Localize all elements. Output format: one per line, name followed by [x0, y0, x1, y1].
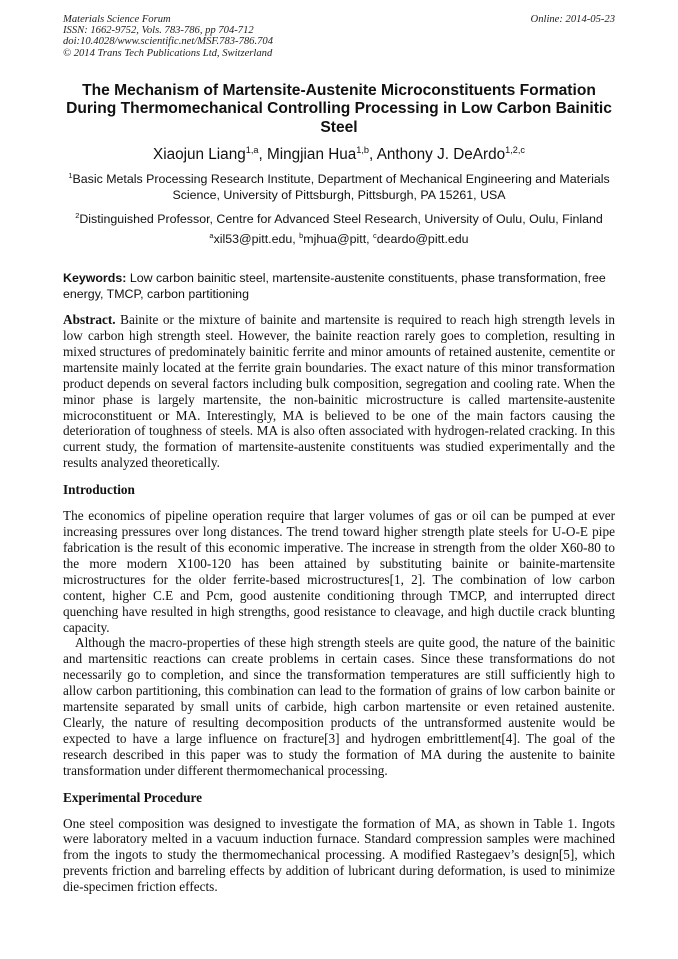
author-list [63, 146, 615, 164]
section-heading-experimental-procedure: Experimental Procedure [63, 789, 202, 805]
author-emails: $^a$xil53@pitt.edu, $^b$mjhua@pitt, $^c$deardo@pitt.edu [209, 230, 469, 247]
section-heading-introduction: Introduction [63, 482, 135, 498]
online-date: Online: 2014-05-23 [530, 14, 615, 25]
paragraph: One steel composition was designed to investigate the formation of MA, as shown in Table 1. Ingots were laboratory melted in a vacuum induction furnace. Standard compression samples were machined from the ingots to study the thermomechanical processing. A modified Rastegaev’s design[5], which prevents friction and barreling effects by addition of lubricant during deformation, is used to minimize die-specimen friction effects. [63, 815, 615, 895]
affiliation-1: $^1$Basic Metals Processing Research Institute, Department of Mechanical Engineering and Materials Science, University of Pittsburgh, Pittsburgh, PA 15261, USA [68, 171, 610, 202]
author: Xiaojun Liang$^{1,a}$, [153, 145, 267, 164]
author: Anthony J. DeArdo$^{1,2,c}$ [376, 145, 525, 164]
email-link[interactable]: xil53@pitt.edu, [213, 232, 300, 247]
affiliation-2: $^2$Distinguished Professor, Centre for Advanced Steel Research, University of Oulu, Oulu, Finland [75, 210, 603, 226]
abstract [63, 312, 615, 471]
paper-page [63, 14, 615, 895]
email-link[interactable]: deardo@pitt.edu [376, 232, 469, 247]
keywords-text: Low carbon bainitic steel, martensite-austenite constituents, phase transformation, free energy, TMCP, carbon partitioning [63, 271, 606, 302]
journal-header [63, 14, 615, 59]
author: Mingjian Hua$^{1,b}$, [266, 145, 377, 164]
doi-line: doi:10.4028/www.scientific.net/MSF.783-786.704 [63, 36, 273, 48]
paragraph: Although the macro-properties of these high strength steels are quite good, the nature of the bainitic and martensitic reactions can create problems in certain cases. Since these transformations do not necessarily go to completion, and since the transformation temperatures are still sufficiently high to allow carbon partitioning, this combination can lead to the formation of grains of low carbon bainite or martensite separated by small units of carbide, high carbon martensite or even retained austenite. Clearly, the nature of resulting decomposition products of the untransformed austenite would be expected to have a large influence on fracture[3] and hydrogen embrittlement[4]. The goal of the research described in this paper was to study the formation of MA during the austenite to bainite transformation under different thermomechanical processing. [63, 635, 615, 778]
issn-line: ISSN: 1662-9752, Vols. 783-786, pp 704-712 [63, 25, 254, 37]
abstract-label: Abstract. [63, 312, 116, 328]
author-affiliation-marker: 1,2,c [505, 145, 525, 156]
email-link[interactable]: mjhua@pitt, [303, 232, 374, 247]
abstract-text: Bainite or the mixture of bainite and martensite is required to reach high strength levels in low carbon high strength steel. However, the bainite reaction rarely goes to completion, resulting in mixed structures of predominately bainitic ferrite and minor amounts of retained austenite, cementite or martensite mainly located at the ferrite grain boundaries. The exact nature of this minor transformation product depends on several factors including bulk composition, segregation and cooling rate. When the minor phase is largely martensite, the non-bainitic microstructure is called martensite-austenite microconstituent or MA. Interestingly, MA is believed to be one of the main factors causing the deterioration of toughness of steels. MA is also often associated with hydrogen-related cracking. In this current study, the formation of martensite-austenite constituents was studied experimentally and the results analyzed theoretically. [63, 312, 616, 471]
keywords-label: Keywords: [63, 271, 127, 286]
keywords [63, 270, 615, 302]
journal-name: Materials Science Forum [63, 14, 171, 25]
paragraph: The economics of pipeline operation require that larger volumes of gas or oil can be pumped at ever increasing pressures over long distances. The trend toward higher strength plate steels for U-O-E pipe fabrication is the result of this economic imperative. The increase in strength from the older X60-80 to the more modern X100-120 has been attained by substituting bainite or bainite-martensite microstructures for the older ferrite-based microstructures[1, 2]. The combination of low carbon content, higher C.E and Pcm, good austenite conditioning through TMCP, and interrupted direct quenching have resulted in high strengths, good resistance to cleavage, and high ductile crack blunting capacity. [63, 508, 615, 635]
author-affiliation-marker: 1,a [245, 145, 259, 156]
paper-title: The Mechanism of Martensite-Austenite Microconstituents Formation During Thermomechanical Controlling Processing in Low Carbon Bainitic Steel [66, 81, 612, 136]
copyright-line: © 2014 Trans Tech Publications Ltd, Switzerland [63, 47, 273, 59]
author-affiliation-marker: 1,b [356, 145, 370, 156]
